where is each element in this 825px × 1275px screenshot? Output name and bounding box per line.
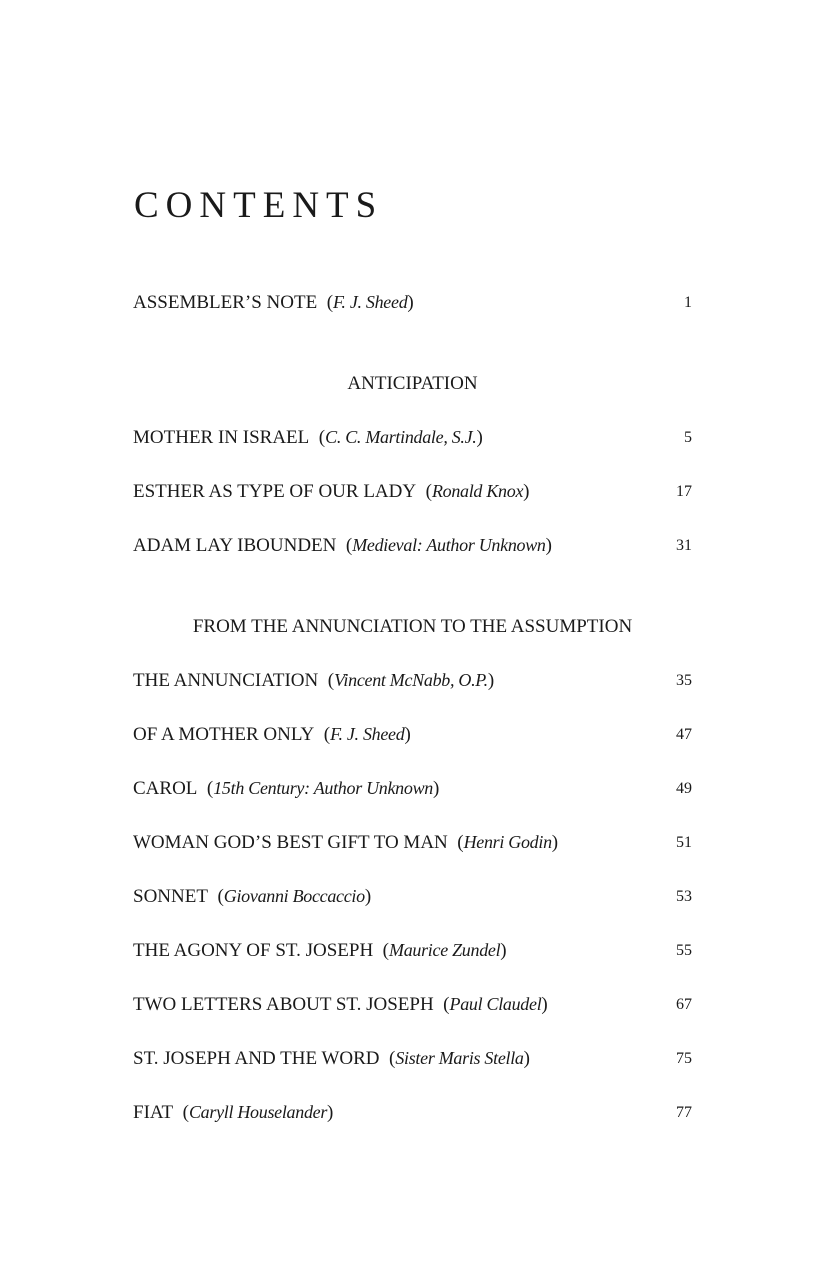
- entry-title: FIAT: [133, 1102, 174, 1123]
- entry-left: [133, 940, 507, 962]
- entry-page-number: 1: [684, 294, 692, 311]
- entry-title: CAROL: [133, 778, 198, 799]
- entry-page-number: 17: [676, 483, 692, 500]
- toc-entry[interactable]: [133, 924, 692, 978]
- entry-author: Ronald Knox: [431, 481, 524, 501]
- entry-left: [133, 292, 414, 314]
- entry-title: OF A MOTHER ONLY: [133, 724, 315, 745]
- toc-entry[interactable]: [133, 978, 692, 1032]
- entry-left: [133, 481, 529, 503]
- entry-left: [133, 427, 483, 449]
- entry-title: THE AGONY OF ST. JOSEPH: [133, 940, 374, 961]
- author-open-paren: (: [447, 832, 464, 853]
- entry-author: 15th Century: Author Unknown: [213, 778, 433, 798]
- author-close-paren: ): [433, 778, 440, 799]
- entry-left: [133, 535, 552, 557]
- toc-entry[interactable]: [133, 465, 692, 519]
- entry-author: F. J. Sheed: [330, 724, 405, 744]
- entry-left: [133, 832, 558, 854]
- toc-entry[interactable]: [133, 276, 692, 330]
- entry-author: Caryll Houselander: [188, 1102, 328, 1122]
- entry-title: WOMAN GOD’S BEST GIFT TO MAN: [133, 832, 448, 853]
- entry-left: [133, 778, 439, 800]
- table-of-contents: [133, 276, 692, 1140]
- entry-page-number: 31: [676, 537, 692, 554]
- entry-page-number: 49: [676, 780, 692, 797]
- toc-entry[interactable]: [133, 870, 692, 924]
- section-heading: FROM THE ANNUNCIATION TO THE ASSUMPTION: [192, 616, 633, 637]
- entry-title: SONNET: [133, 886, 208, 907]
- author-open-paren: (: [379, 1048, 396, 1069]
- entry-title: ESTHER AS TYPE OF OUR LADY: [133, 481, 417, 502]
- author-close-paren: ): [476, 427, 483, 448]
- entry-page-number: 67: [676, 996, 692, 1013]
- author-open-paren: (: [318, 670, 335, 691]
- author-open-paren: (: [197, 778, 214, 799]
- page-title: CONTENTS: [134, 185, 384, 226]
- author-open-paren: (: [416, 481, 432, 502]
- entry-page-number: 5: [684, 429, 692, 446]
- author-close-paren: ): [487, 670, 495, 691]
- author-close-paren: ): [551, 832, 559, 853]
- author-close-paren: ): [545, 535, 552, 556]
- toc-entry[interactable]: [133, 816, 692, 870]
- entry-title: TWO LETTERS ABOUT ST. JOSEPH: [133, 994, 434, 1015]
- entry-author: Giovanni Boccaccio: [223, 886, 365, 906]
- author-close-paren: ): [500, 940, 507, 961]
- entry-title: ADAM LAY IBOUNDEN: [133, 535, 337, 556]
- section-heading: ANTICIPATION: [347, 373, 478, 394]
- author-open-paren: (: [173, 1102, 189, 1123]
- entry-left: [133, 886, 371, 908]
- entry-author: Henri Godin: [463, 832, 552, 852]
- entry-title: ST. JOSEPH AND THE WORD: [133, 1048, 380, 1069]
- author-open-paren: (: [373, 940, 389, 961]
- toc-entry[interactable]: [133, 654, 692, 708]
- entry-author: Maurice Zundel: [389, 940, 501, 960]
- entry-page-number: 35: [676, 672, 692, 689]
- entry-author: Paul Claudel: [449, 994, 542, 1014]
- entry-page-number: 77: [676, 1104, 692, 1121]
- entry-left: [133, 1102, 333, 1124]
- author-close-paren: ): [541, 994, 548, 1015]
- entry-page-number: 53: [676, 888, 692, 905]
- toc-entry[interactable]: [133, 708, 692, 762]
- entry-author: Medieval: Author Unknown: [352, 535, 546, 555]
- entry-author: C. C. Martindale, S.J.: [325, 427, 477, 447]
- entry-left: [133, 1048, 530, 1070]
- author-open-paren: (: [314, 724, 331, 745]
- entry-author: F. J. Sheed: [333, 292, 408, 312]
- entry-page-number: 55: [676, 942, 692, 959]
- entry-page-number: 75: [676, 1050, 692, 1067]
- toc-entry[interactable]: [133, 1032, 692, 1086]
- entry-page-number: 47: [676, 726, 692, 743]
- author-close-paren: ): [523, 1048, 530, 1069]
- entry-title: MOTHER IN ISRAEL: [133, 427, 310, 448]
- author-open-paren: (: [309, 427, 326, 448]
- entry-author: Sister Maris Stella: [395, 1048, 524, 1068]
- entry-left: [133, 994, 548, 1016]
- author-open-paren: (: [336, 535, 353, 556]
- author-open-paren: (: [207, 886, 224, 907]
- entry-left: [133, 670, 494, 692]
- author-close-paren: ): [364, 886, 372, 907]
- author-close-paren: ): [404, 724, 411, 745]
- entry-left: [133, 724, 411, 746]
- author-close-paren: ): [407, 292, 414, 313]
- toc-entry[interactable]: [133, 762, 692, 816]
- entry-title: THE ANNUNCIATION: [133, 670, 319, 691]
- author-open-paren: (: [317, 292, 334, 313]
- entry-author: Vincent McNabb, O.P.: [334, 670, 488, 690]
- author-close-paren: ): [327, 1102, 334, 1123]
- entry-page-number: 51: [676, 834, 692, 851]
- toc-entry[interactable]: [133, 1086, 692, 1140]
- toc-entry[interactable]: [133, 519, 692, 573]
- entry-title: ASSEMBLER’S NOTE: [133, 292, 318, 313]
- author-close-paren: ): [523, 481, 530, 502]
- toc-entry[interactable]: [133, 411, 692, 465]
- author-open-paren: (: [433, 994, 450, 1015]
